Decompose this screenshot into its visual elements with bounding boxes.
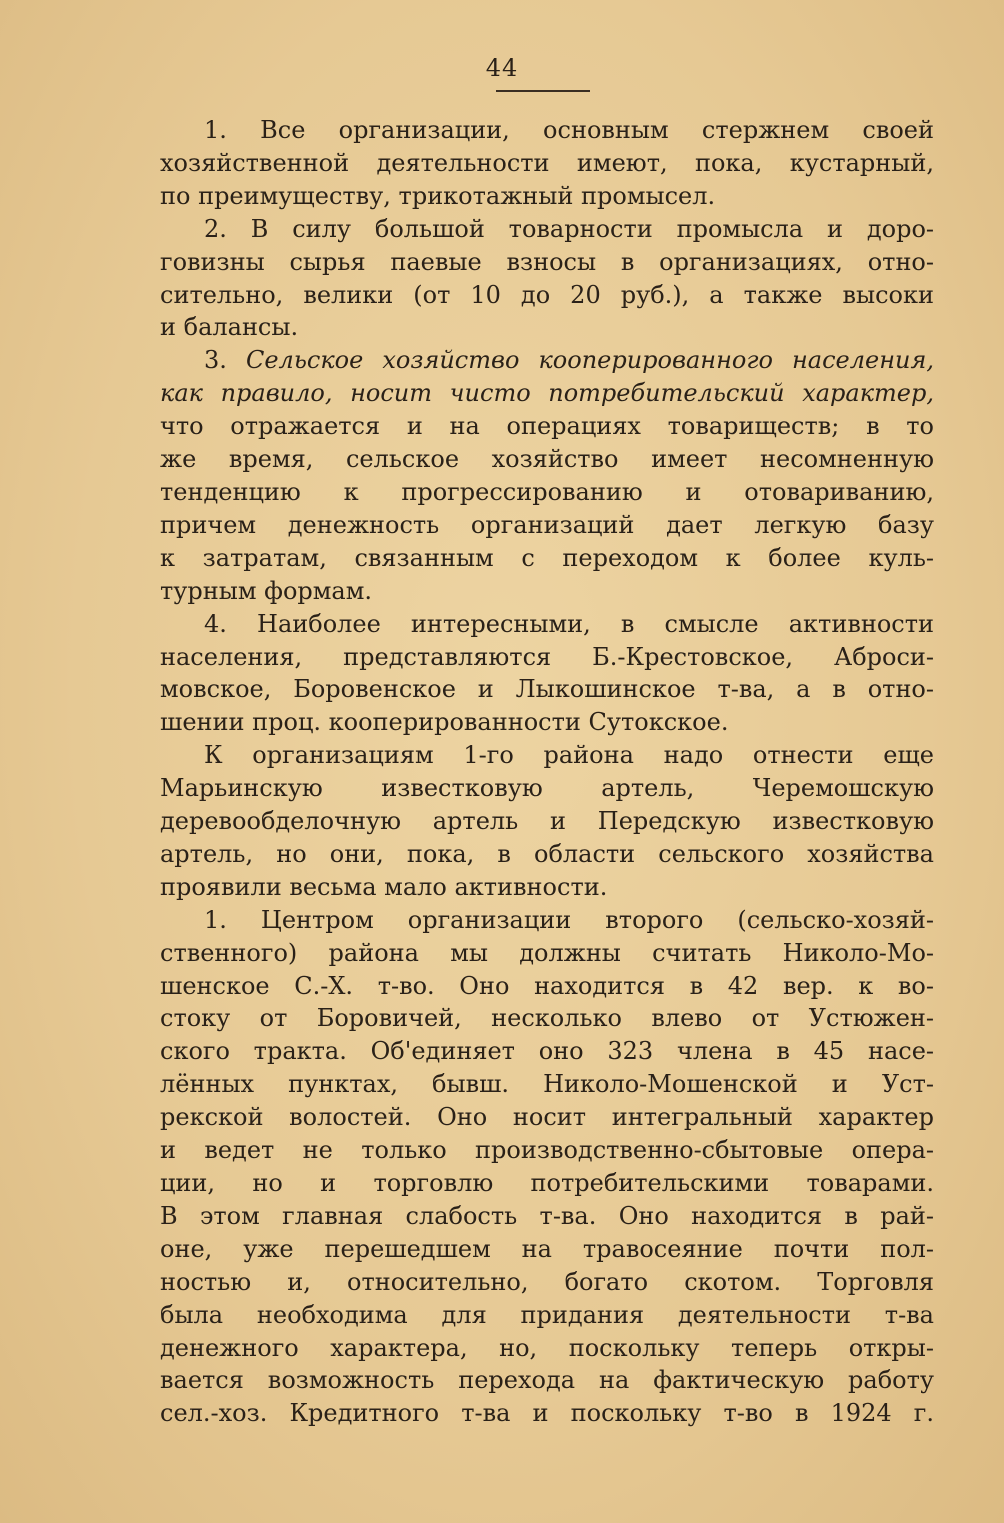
text-line: к затратам, связанным с переходом к более куль- bbox=[160, 543, 934, 572]
text-line: ского тракта. Об'единяет оно 323 члена в 45 насе- bbox=[160, 1037, 934, 1066]
text-line: сительно, велики (от 10 до 20 руб.), а также высоки bbox=[160, 280, 934, 309]
text-line: мовское, Боровенское и Лыкошинское т-ва, а в отно- bbox=[160, 675, 934, 704]
text-line: деревообделочную артель и Передскую известковую bbox=[160, 807, 934, 836]
text-line: 1. Центром организации второго (сельско-хозяй- bbox=[204, 905, 934, 934]
text-line: Марьинскую известковую артель, Черемошскую bbox=[160, 774, 934, 803]
text-line: лённых пунктах, бывш. Николо-Мошенской и Уст- bbox=[160, 1070, 934, 1099]
text-line: причем денежность организаций дает легкую базу bbox=[160, 510, 934, 539]
text-line: что отражается и на операциях товариществ; в то bbox=[160, 412, 934, 441]
text-line: ностью и, относительно, богато скотом. Торговля bbox=[160, 1267, 934, 1296]
text-line: К организациям 1-го района надо отнести еще bbox=[204, 741, 934, 770]
text-line: шенское С.-Х. т-во. Оно находится в 42 вер. к во- bbox=[160, 971, 934, 1000]
body-text bbox=[160, 114, 934, 1430]
text-line: артель, но они, пока, в области сельского хозяйства bbox=[160, 839, 934, 868]
text-line: по преимуществу, трикотажный промысел. bbox=[160, 181, 716, 210]
text-line: сел.-хоз. Кредитного т-ва и поскольку т-во в 1924 г. bbox=[160, 1399, 934, 1428]
text-line: говизны сырья паевые взносы в организациях, отно- bbox=[160, 247, 934, 276]
text-line: тенденцию к прогрессированию и отовариванию, bbox=[160, 477, 934, 506]
text-line: денежного характера, но, поскольку теперь откры- bbox=[160, 1333, 934, 1362]
text-line: 1. Все организации, основным стержнем своей bbox=[204, 116, 934, 144]
text-line: была необходима для придания деятельности т-ва bbox=[160, 1300, 934, 1329]
text-line: и балансы. bbox=[160, 313, 299, 342]
text-line: же время, сельское хозяйство имеет несомненную bbox=[160, 445, 934, 474]
text-line: населения, представляются Б.-Крестовское, Аброси- bbox=[160, 642, 934, 671]
page-number: 44 bbox=[485, 54, 519, 82]
text-line: вается возможность перехода на фактическую работу bbox=[160, 1366, 934, 1395]
text-line: как правило, носит чисто потребительский характер, bbox=[160, 379, 934, 408]
text-line: рекской волостей. Оно носит интегральный характер bbox=[160, 1103, 934, 1132]
text-line: хозяйственной деятельности имеют, пока, кустарный, bbox=[160, 148, 934, 177]
text-line: стоку от Боровичей, несколько влево от Устюжен- bbox=[160, 1004, 934, 1033]
text-line: 4. Наиболее интересными, в смысле активности bbox=[204, 609, 934, 638]
header-rule bbox=[496, 90, 590, 92]
text-line: шении проц. кооперированности Сутокское. bbox=[160, 708, 729, 737]
text-line: и ведет не только производственно-сбытовые опера- bbox=[160, 1136, 934, 1165]
text-line: 3. Сельское хозяйство кооперированного населения, bbox=[204, 346, 934, 375]
text-line: турным формам. bbox=[160, 576, 373, 605]
text-line: 2. В силу большой товарности промысла и доро- bbox=[204, 214, 934, 243]
text-line: В этом главная слабость т-ва. Оно находится в рай- bbox=[160, 1201, 934, 1230]
text-line: оне, уже перешедшем на травосеяние почти пол- bbox=[160, 1234, 934, 1263]
text-line: ции, но и торговлю потребительскими товарами. bbox=[160, 1169, 934, 1197]
text-line: ственного) района мы должны считать Николо-Мо- bbox=[160, 938, 934, 967]
text-line: проявили весьма мало активности. bbox=[160, 872, 608, 901]
